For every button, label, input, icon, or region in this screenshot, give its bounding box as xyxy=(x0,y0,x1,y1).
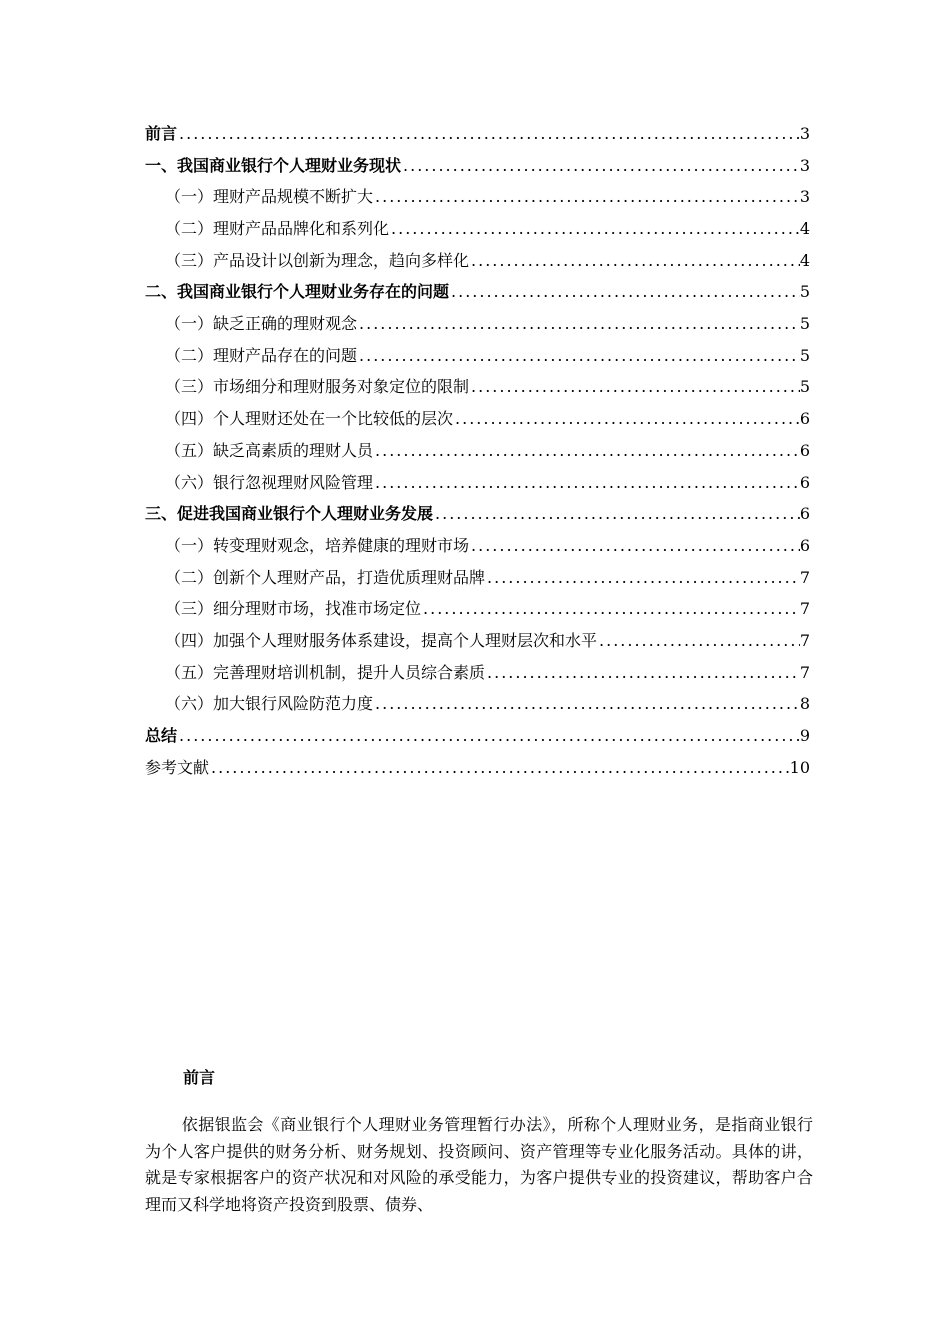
toc-entry-title: 二、我国商业银行个人理财业务存在的问题 xyxy=(145,282,450,302)
toc-entry-title: （二）创新个人理财产品，打造优质理财品牌 xyxy=(165,567,486,587)
toc-entry-title: （一）转变理财观念，培养健康的理财市场 xyxy=(165,535,470,555)
toc-page-number: 9 xyxy=(799,726,810,746)
toc-dot-leader xyxy=(373,181,800,213)
toc-dot-leader xyxy=(357,340,800,372)
toc-page-number: 6 xyxy=(799,504,810,524)
toc-page-number: 7 xyxy=(799,567,810,587)
toc-entry-title: （三）细分理财市场，找准市场定位 xyxy=(165,599,422,619)
toc-page-number: 7 xyxy=(799,599,810,619)
toc-entry-title: 前言 xyxy=(145,123,178,143)
toc-dot-leader xyxy=(209,752,790,784)
toc-entry[interactable] xyxy=(145,245,810,277)
toc-page-number: 8 xyxy=(799,694,810,714)
body-text xyxy=(145,1112,813,1218)
table-of-contents xyxy=(145,118,810,783)
toc-entry-title: 总结 xyxy=(145,726,178,746)
toc-entry[interactable] xyxy=(145,688,810,720)
toc-entry-title: （一）缺乏正确的理财观念 xyxy=(165,314,358,334)
toc-entry-title: （一）理财产品规模不断扩大 xyxy=(165,187,374,207)
toc-page-number: 3 xyxy=(799,187,810,207)
toc-entry[interactable] xyxy=(145,435,810,467)
toc-dot-leader xyxy=(389,213,800,245)
toc-entry[interactable] xyxy=(145,403,810,435)
toc-dot-leader xyxy=(373,688,800,720)
toc-dot-leader xyxy=(485,562,800,594)
toc-entry[interactable] xyxy=(145,657,810,689)
toc-entry-title: （二）理财产品存在的问题 xyxy=(165,345,358,365)
toc-dot-leader xyxy=(433,498,800,530)
toc-entry[interactable] xyxy=(145,308,810,340)
toc-entry-title: 一、我国商业银行个人理财业务现状 xyxy=(145,155,402,175)
toc-page-number: 6 xyxy=(799,440,810,460)
toc-dot-leader xyxy=(177,720,800,752)
toc-entry[interactable] xyxy=(145,181,810,213)
toc-dot-leader xyxy=(373,435,800,467)
toc-page-number: 5 xyxy=(799,282,810,302)
toc-entry-title: （五）缺乏高素质的理财人员 xyxy=(165,440,374,460)
toc-entry[interactable] xyxy=(145,720,810,752)
toc-entry[interactable] xyxy=(145,593,810,625)
toc-entry[interactable] xyxy=(145,752,810,784)
toc-entry[interactable] xyxy=(145,498,810,530)
toc-dot-leader xyxy=(469,530,800,562)
toc-entry-title: （三）产品设计以创新为理念，趋向多样化 xyxy=(165,250,470,270)
body-paragraph: 依据银监会《商业银行个人理财业务管理暂行办法》，所称个人理财业务，是指商业银行为个人客户提供的财务分析、财务规划、投资顾问、资产管理等专业化服务活动。具体的讲，就是专家根据客户的资产状况和对风险的承受能力，为客户提供专业的投资建议，帮助客户合理而又科学地将资产投资到股票、债券、 xyxy=(145,1115,813,1214)
toc-dot-leader xyxy=(177,118,800,150)
toc-entry-title: （三）市场细分和理财服务对象定位的限制 xyxy=(165,377,470,397)
toc-page-number: 5 xyxy=(799,377,810,397)
toc-page-number: 10 xyxy=(789,757,810,777)
toc-entry-title: 参考文献 xyxy=(145,757,210,777)
toc-dot-leader xyxy=(401,150,800,182)
toc-page-number: 6 xyxy=(799,409,810,429)
toc-page-number: 7 xyxy=(799,630,810,650)
toc-entry[interactable] xyxy=(145,150,810,182)
toc-page-number: 4 xyxy=(799,219,810,239)
toc-entry[interactable] xyxy=(145,372,810,404)
toc-page-number: 6 xyxy=(799,535,810,555)
toc-dot-leader xyxy=(453,403,800,435)
toc-entry[interactable] xyxy=(145,276,810,308)
toc-dot-leader xyxy=(421,593,800,625)
toc-dot-leader xyxy=(597,625,800,657)
toc-entry-title: （六）加大银行风险防范力度 xyxy=(165,694,374,714)
toc-entry-title: （四）加强个人理财服务体系建设，提高个人理财层次和水平 xyxy=(165,630,598,650)
toc-page-number: 4 xyxy=(799,250,810,270)
toc-page-number: 5 xyxy=(799,314,810,334)
toc-page-number: 6 xyxy=(799,472,810,492)
toc-page-number: 5 xyxy=(799,345,810,365)
toc-entry-title: （二）理财产品品牌化和系列化 xyxy=(165,219,390,239)
toc-dot-leader xyxy=(469,371,800,403)
toc-entry[interactable] xyxy=(145,562,810,594)
toc-dot-leader xyxy=(469,245,800,277)
toc-page-number: 3 xyxy=(799,155,810,175)
section-heading: 前言 xyxy=(183,1068,216,1087)
toc-entry[interactable] xyxy=(145,213,810,245)
toc-entry[interactable] xyxy=(145,530,810,562)
toc-page-number: 7 xyxy=(799,662,810,682)
toc-entry[interactable] xyxy=(145,340,810,372)
toc-entry[interactable] xyxy=(145,118,810,150)
toc-entry-title: （六）银行忽视理财风险管理 xyxy=(165,472,374,492)
toc-dot-leader xyxy=(485,657,800,689)
toc-entry[interactable] xyxy=(145,467,810,499)
toc-dot-leader xyxy=(357,308,800,340)
toc-entry-title: （五）完善理财培训机制，提升人员综合素质 xyxy=(165,662,486,682)
toc-entry[interactable] xyxy=(145,625,810,657)
toc-dot-leader xyxy=(373,467,800,499)
toc-dot-leader xyxy=(449,276,800,308)
toc-entry-title: （四）个人理财还处在一个比较低的层次 xyxy=(165,409,454,429)
toc-page-number: 3 xyxy=(799,123,810,143)
toc-entry-title: 三、促进我国商业银行个人理财业务发展 xyxy=(145,504,434,524)
